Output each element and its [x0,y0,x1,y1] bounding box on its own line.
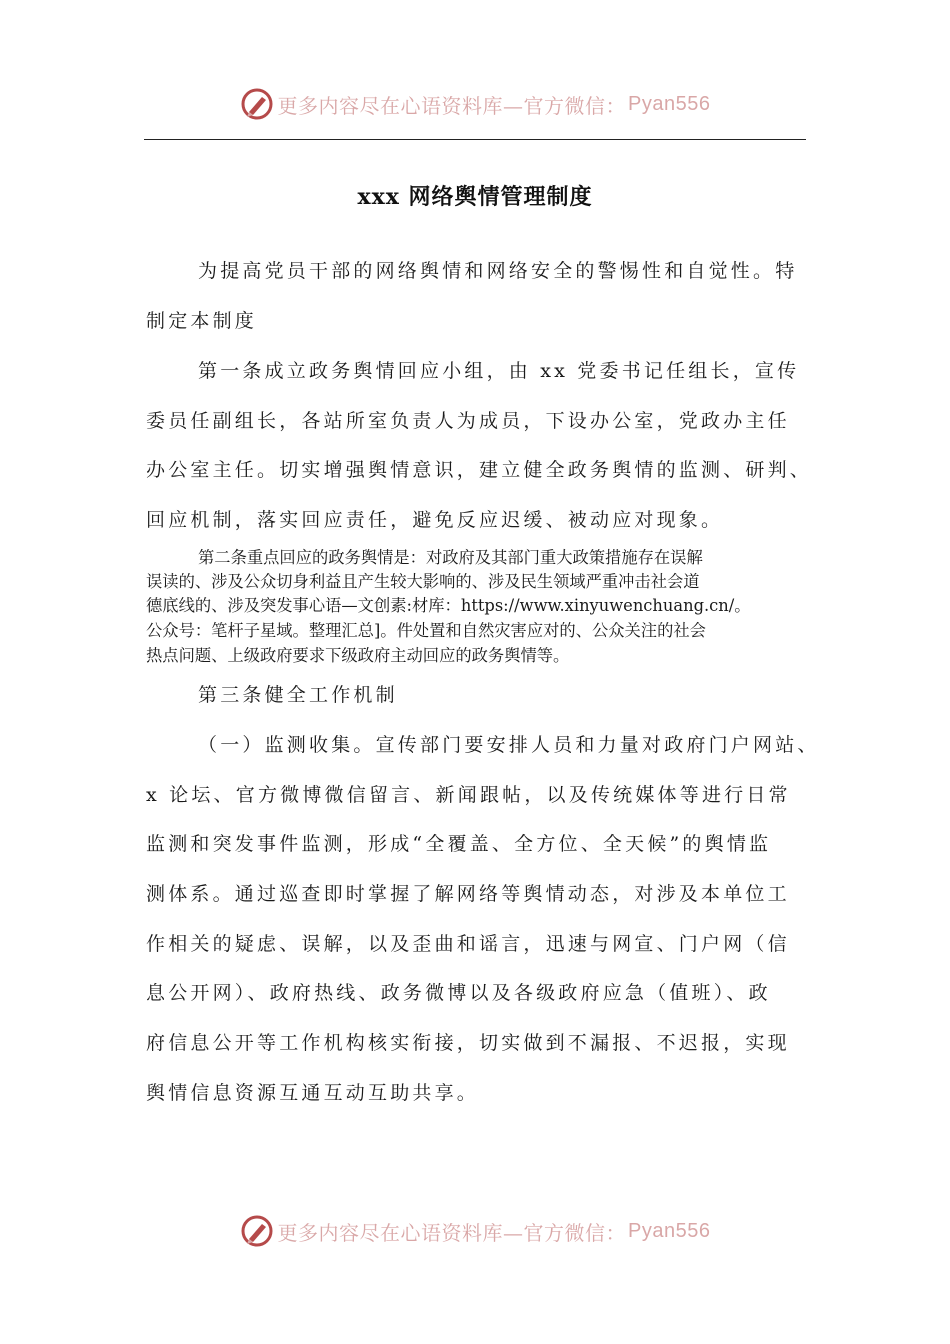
paragraph-line: 第二条重点回应的政务舆情是：对政府及其部门重大政策措施存在误解 [198,548,703,567]
paragraph-line: 舆情信息资源互通互动互助共享。 [146,1082,480,1104]
paragraph-line: 测体系。通过巡查即时掌握了解网络等舆情动态，对涉及本单位工 [146,883,790,905]
paragraph-line: 委员任副组长，各站所室负责人为成员，下设办公室，党政办主任 [146,410,790,432]
watermark-wechat-id: Pyan556 [628,92,711,115]
paragraph-line: 公众号：笔杆子星域。整理汇总]。件处置和自然灾害应对的、公众关注的社会 [146,621,706,640]
watermark-wechat-id: Pyan556 [628,1219,711,1242]
paragraph-line: x 论坛、官方微博微信留言、新闻跟帖，以及传统媒体等进行日常 [146,784,791,806]
header-watermark [0,84,950,124]
watermark-text: 更多内容尽在心语资料库—官方微信： [277,93,627,118]
watermark-text: 更多内容尽在心语资料库—官方微信： [277,1220,627,1245]
paragraph-line: 德底线的、涉及突发事心语—文创素:材库：https://www.xinyuwenchuang.cn/。 [146,596,751,615]
footer-watermark [0,1211,950,1251]
pen-logo-icon [240,1214,274,1248]
pen-logo-icon [240,87,274,121]
paragraph-line: 作相关的疑虑、误解，以及歪曲和谣言，迅速与网宣、门户网（信 [146,933,790,955]
paragraph-line: 息公开网）、政府热线、政务微博以及各级政府应急（值班）、政 [146,982,771,1004]
header-divider [144,139,806,140]
paragraph-line: 府信息公开等工作机构核实衔接，切实做到不漏报、不迟报，实现 [146,1032,790,1054]
paragraph-line: 为提高党员干部的网络舆情和网络安全的警惕性和自觉性。特 [198,260,798,282]
paragraph-line: 误读的、涉及公众切身利益且产生较大影响的、涉及民生领域严重冲击社会道 [146,572,700,591]
paragraph-line: 制定本制度 [146,310,258,332]
document-title: xxx 网络舆情管理制度 [357,184,593,210]
paragraph-line: 办公室主任。切实增强舆情意识，建立健全政务舆情的监测、研判、 [146,459,813,481]
paragraph-line: （一）监测收集。宣传部门要安排人员和力量对政府门户网站、 [198,734,820,756]
paragraph-line: 热点问题、上级政府要求下级政府主动回应的政务舆情等。 [146,646,570,665]
paragraph-line: 回应机制，落实回应责任，避免反应迟缓、被动应对现象。 [146,509,724,531]
paragraph-line: 第一条成立政务舆情回应小组，由 xx 党委书记任组长，宣传 [198,360,800,382]
section-heading: 第三条健全工作机制 [198,684,398,706]
paragraph-line: 监测和突发事件监测，形成“全覆盖、全方位、全天候”的舆情监 [146,833,772,855]
